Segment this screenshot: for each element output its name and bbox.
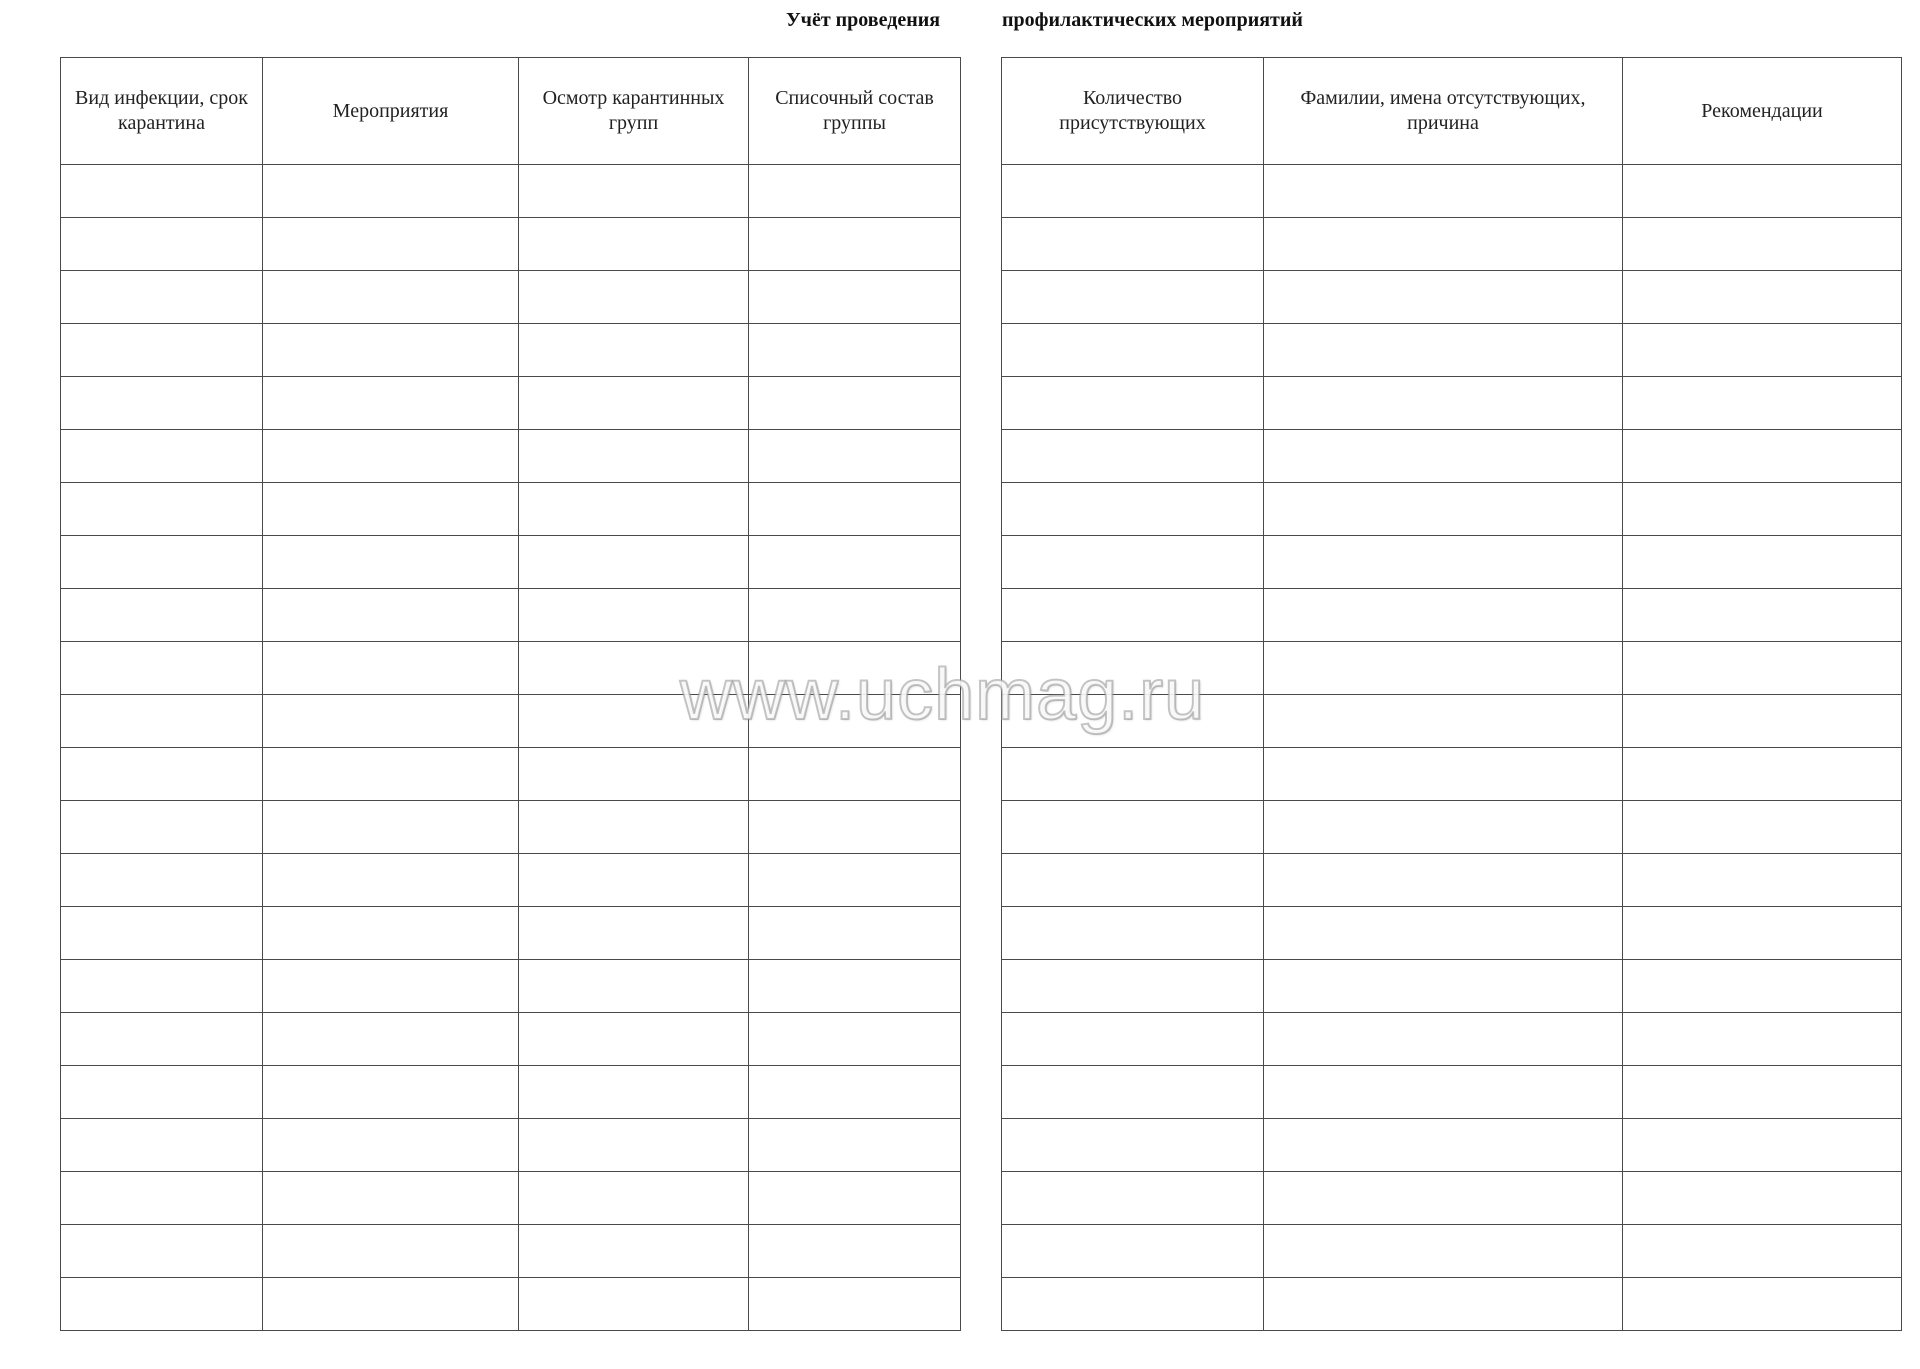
left-table-cell	[61, 324, 263, 377]
right-table-cell	[1264, 748, 1623, 801]
right-table-cell	[1002, 589, 1264, 642]
left-table-cell	[61, 1172, 263, 1225]
right-table-cell	[1002, 271, 1264, 324]
left-table-cell	[61, 483, 263, 536]
left-table-cell	[263, 1225, 519, 1278]
right-table-cell	[1264, 960, 1623, 1013]
right-table-cell	[1623, 218, 1902, 271]
left-table-cell	[749, 854, 961, 907]
left-table-cell	[749, 483, 961, 536]
right-table-cell	[1623, 589, 1902, 642]
right-table-cell	[1264, 854, 1623, 907]
right-table-cell	[1623, 165, 1902, 218]
left-table-row	[61, 536, 961, 589]
right-table-cell	[1264, 483, 1623, 536]
left-table-cell	[61, 271, 263, 324]
right-table-row	[1002, 748, 1902, 801]
right-table-row	[1002, 695, 1902, 748]
left-table-cell	[263, 377, 519, 430]
right-table-cell	[1264, 1225, 1623, 1278]
right-table-cell	[1264, 907, 1623, 960]
right-table-row	[1002, 165, 1902, 218]
right-table-cell	[1264, 801, 1623, 854]
left-table-row	[61, 695, 961, 748]
right-table-cell	[1623, 536, 1902, 589]
left-table-row	[61, 589, 961, 642]
right-table-row	[1002, 642, 1902, 695]
left-table-cell	[263, 1013, 519, 1066]
left-table-row	[61, 960, 961, 1013]
right-table-cell	[1623, 907, 1902, 960]
right-table-cell	[1002, 642, 1264, 695]
left-table-cell	[519, 854, 749, 907]
right-table-cell	[1264, 1278, 1623, 1331]
right-table-cell	[1264, 430, 1623, 483]
left-table-row	[61, 165, 961, 218]
left-table-cell	[61, 165, 263, 218]
right-table-cell	[1264, 377, 1623, 430]
right-table-cell	[1623, 377, 1902, 430]
left-table-row	[61, 801, 961, 854]
left-table-cell	[519, 483, 749, 536]
left-table-row	[61, 1278, 961, 1331]
left-table-cell	[263, 1066, 519, 1119]
right-table-cell	[1002, 165, 1264, 218]
left-table-cell	[749, 695, 961, 748]
right-table-row	[1002, 960, 1902, 1013]
right-table-cell	[1002, 483, 1264, 536]
left-table-cell	[61, 589, 263, 642]
right-table-row	[1002, 1066, 1902, 1119]
right-table-cell	[1623, 483, 1902, 536]
right-table-row	[1002, 1119, 1902, 1172]
left-table-row	[61, 907, 961, 960]
left-table-cell	[519, 960, 749, 1013]
left-table-cell	[61, 430, 263, 483]
left-table-cell	[263, 801, 519, 854]
left-table-row	[61, 430, 961, 483]
watermark-text: www.uchmag.ru	[680, 655, 1206, 735]
right-table-cell	[1264, 1066, 1623, 1119]
right-table-cell	[1002, 324, 1264, 377]
left-table-cell	[263, 271, 519, 324]
left-table-cell	[749, 960, 961, 1013]
right-table-row	[1002, 1013, 1902, 1066]
right-table-cell	[1623, 1066, 1902, 1119]
left-table-cell	[749, 1066, 961, 1119]
right-table-cell	[1002, 801, 1264, 854]
left-table-cell	[263, 536, 519, 589]
right-table-row	[1002, 483, 1902, 536]
right-table-cell	[1623, 1013, 1902, 1066]
left-table-row	[61, 748, 961, 801]
left-table-cell	[61, 642, 263, 695]
left-table-row	[61, 271, 961, 324]
right-table-cell	[1623, 801, 1902, 854]
left-table-cell	[519, 218, 749, 271]
right-table-cell	[1623, 324, 1902, 377]
right-table-cell	[1623, 748, 1902, 801]
left-table-row	[61, 854, 961, 907]
left-table-cell	[61, 960, 263, 1013]
page-title-left: Учёт проведения	[786, 9, 941, 31]
left-table-cell	[749, 1119, 961, 1172]
left-table-cell	[749, 377, 961, 430]
page-title-right: профилактических мероприятий	[1002, 9, 1303, 31]
left-table-row	[61, 1119, 961, 1172]
left-table-cell	[263, 1278, 519, 1331]
right-table-cell	[1623, 1172, 1902, 1225]
right-table-cell	[1002, 695, 1264, 748]
left-table-cell	[61, 748, 263, 801]
right-table-row	[1002, 536, 1902, 589]
right-table-cell	[1623, 960, 1902, 1013]
left-header-row	[61, 58, 961, 165]
left-table-cell	[61, 218, 263, 271]
right-table-cell	[1002, 1172, 1264, 1225]
left-table-cell	[61, 695, 263, 748]
left-table-cell	[519, 165, 749, 218]
right-table-cell	[1264, 1172, 1623, 1225]
left-table-cell	[519, 1066, 749, 1119]
left-table-row	[61, 324, 961, 377]
left-table-cell	[749, 1278, 961, 1331]
right-table-cell	[1002, 748, 1264, 801]
right-table-row	[1002, 854, 1902, 907]
right-table-cell	[1623, 1119, 1902, 1172]
left-table-cell	[61, 1066, 263, 1119]
left-table-cell	[519, 1225, 749, 1278]
right-table-cell	[1264, 536, 1623, 589]
right-table-cell	[1002, 907, 1264, 960]
header-present-count: Количество присутствующих	[1002, 58, 1264, 165]
left-table-cell	[519, 377, 749, 430]
left-table-cell	[61, 1225, 263, 1278]
right-table-cell	[1002, 536, 1264, 589]
left-table-cell	[519, 642, 749, 695]
left-table-cell	[749, 271, 961, 324]
right-table-row	[1002, 1278, 1902, 1331]
right-table-cell	[1002, 1225, 1264, 1278]
header-measures: Мероприятия	[263, 58, 519, 165]
right-table-cell	[1002, 218, 1264, 271]
left-table-cell	[61, 854, 263, 907]
left-table-cell	[263, 324, 519, 377]
right-table-cell	[1264, 589, 1623, 642]
left-table-cell	[749, 536, 961, 589]
left-table-cell	[519, 324, 749, 377]
left-table-cell	[263, 695, 519, 748]
left-table-row	[61, 1066, 961, 1119]
left-table-row	[61, 483, 961, 536]
right-table-row	[1002, 1172, 1902, 1225]
left-table-cell	[61, 801, 263, 854]
right-table-row	[1002, 271, 1902, 324]
right-table-cell	[1002, 430, 1264, 483]
left-table-cell	[61, 377, 263, 430]
left-table-cell	[61, 1119, 263, 1172]
left-table-cell	[263, 430, 519, 483]
left-table-cell	[61, 536, 263, 589]
left-table-cell	[519, 748, 749, 801]
right-table-cell	[1002, 1119, 1264, 1172]
right-table-row	[1002, 1225, 1902, 1278]
left-table-cell	[61, 907, 263, 960]
left-table-cell	[61, 1013, 263, 1066]
right-table-row	[1002, 589, 1902, 642]
left-table-cell	[263, 483, 519, 536]
right-table-cell	[1002, 377, 1264, 430]
right-table-cell	[1002, 1066, 1264, 1119]
right-table-cell	[1623, 430, 1902, 483]
left-table-cell	[519, 1278, 749, 1331]
left-table-cell	[263, 165, 519, 218]
left-table-cell	[749, 801, 961, 854]
left-table-cell	[263, 1172, 519, 1225]
left-table-cell	[519, 1119, 749, 1172]
left-table-cell	[263, 748, 519, 801]
right-table-cell	[1002, 854, 1264, 907]
left-table-cell	[749, 1013, 961, 1066]
left-table-cell	[519, 1013, 749, 1066]
header-recommendations: Рекомендации	[1623, 58, 1902, 165]
left-table-row	[61, 377, 961, 430]
right-table-cell	[1264, 1119, 1623, 1172]
right-table-cell	[1002, 960, 1264, 1013]
left-table-cell	[749, 218, 961, 271]
right-table-cell	[1623, 271, 1902, 324]
left-log-table	[60, 57, 961, 1331]
left-table-cell	[263, 1119, 519, 1172]
right-table-cell	[1264, 695, 1623, 748]
right-table-cell	[1623, 854, 1902, 907]
right-table-cell	[1264, 1013, 1623, 1066]
left-table-cell	[749, 748, 961, 801]
right-table-row	[1002, 801, 1902, 854]
right-table-cell	[1264, 324, 1623, 377]
right-table-cell	[1264, 165, 1623, 218]
left-table-cell	[749, 589, 961, 642]
right-table-cell	[1623, 642, 1902, 695]
left-table-cell	[749, 430, 961, 483]
header-quarantine-inspection: Осмотр карантинных групп	[519, 58, 749, 165]
left-table-cell	[519, 430, 749, 483]
left-table-cell	[749, 1172, 961, 1225]
left-table-cell	[749, 907, 961, 960]
right-table-row	[1002, 377, 1902, 430]
left-table-row	[61, 218, 961, 271]
right-table-cell	[1002, 1013, 1264, 1066]
right-table-cell	[1623, 1225, 1902, 1278]
left-table-cell	[519, 907, 749, 960]
header-infection-type: Вид инфекции, срок карантина	[61, 58, 263, 165]
left-table-cell	[519, 589, 749, 642]
right-table-cell	[1264, 271, 1623, 324]
left-table-row	[61, 1172, 961, 1225]
right-header-row	[1002, 58, 1902, 165]
left-table-cell	[263, 854, 519, 907]
header-group-roster: Списочный состав группы	[749, 58, 961, 165]
right-table-cell	[1264, 642, 1623, 695]
left-table-cell	[263, 907, 519, 960]
left-table-cell	[749, 165, 961, 218]
left-table-cell	[519, 536, 749, 589]
left-table-row	[61, 642, 961, 695]
left-table-row	[61, 1225, 961, 1278]
right-table-row	[1002, 218, 1902, 271]
left-table-cell	[749, 1225, 961, 1278]
right-table-cell	[1002, 1278, 1264, 1331]
header-absent-names-reason: Фамилии, имена отсутствующих, причина	[1264, 58, 1623, 165]
left-table-cell	[519, 801, 749, 854]
left-table-cell	[263, 960, 519, 1013]
left-table-cell	[749, 324, 961, 377]
left-table-row	[61, 1013, 961, 1066]
left-table-cell	[519, 1172, 749, 1225]
right-table-row	[1002, 907, 1902, 960]
left-table-cell	[263, 589, 519, 642]
right-table-cell	[1623, 695, 1902, 748]
right-table-cell	[1623, 1278, 1902, 1331]
left-table-cell	[749, 642, 961, 695]
left-table-cell	[263, 642, 519, 695]
right-table-cell	[1264, 218, 1623, 271]
left-table-cell	[263, 218, 519, 271]
left-table-cell	[519, 271, 749, 324]
right-log-table	[1001, 57, 1902, 1331]
right-table-row	[1002, 430, 1902, 483]
left-table-cell	[519, 695, 749, 748]
right-table-row	[1002, 324, 1902, 377]
left-table-cell	[61, 1278, 263, 1331]
